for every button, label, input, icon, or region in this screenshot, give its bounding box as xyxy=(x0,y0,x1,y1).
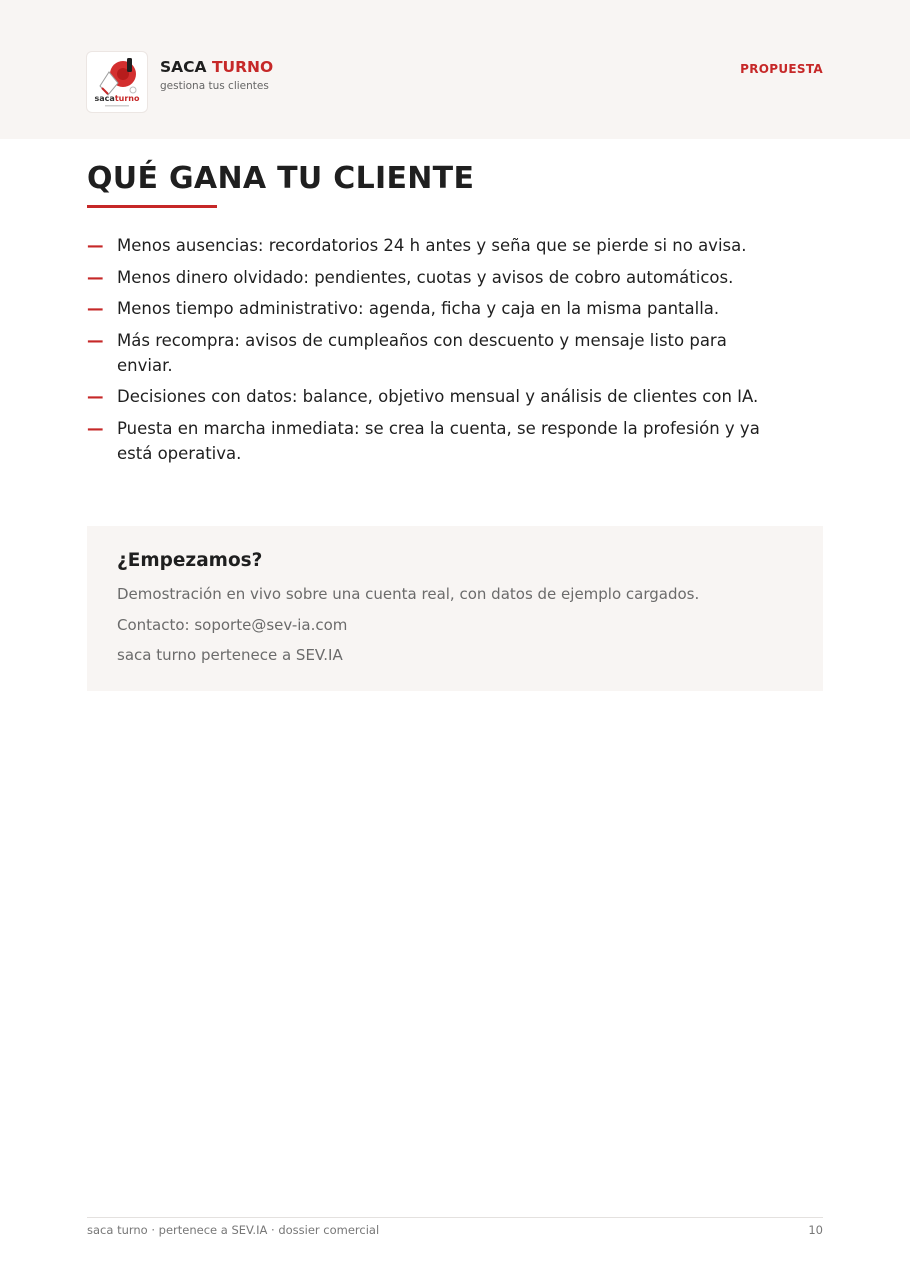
list-item-text: Puesta en marcha inmediata: se crea la cuenta, se responde la profesión y ya está operativa. xyxy=(117,418,760,463)
dash-bullet-icon: — xyxy=(87,330,104,350)
list-item xyxy=(87,328,787,378)
logo-graphic xyxy=(87,52,147,112)
list-item-text: Decisiones con datos: balance, objetivo mensual y análisis de clientes con IA. xyxy=(117,387,759,406)
footer-text: saca turno · pertenece a SEV.IA · dossier comercial xyxy=(87,1223,380,1237)
section-title: QUÉ GANA TU CLIENTE xyxy=(87,161,475,196)
cta-ownership-text: saca turno pertenece a SEV.IA xyxy=(117,646,343,664)
cta-contact-text: Contacto: soporte@sev-ia.com xyxy=(117,615,348,634)
brand-subtitle: gestiona tus clientes xyxy=(160,80,269,92)
list-item xyxy=(87,233,787,258)
benefits-list xyxy=(87,233,787,472)
brand-name xyxy=(160,58,273,76)
dash-bullet-icon: — xyxy=(87,299,104,318)
list-item-text: Menos dinero olvidado: pendientes, cuotas y avisos de cobro automáticos. xyxy=(117,267,734,287)
page-number: 10 xyxy=(808,1223,823,1237)
brand-name-main: SACA xyxy=(160,58,207,76)
cta-demo-text: Demostración en vivo sobre una cuenta real, con datos de ejemplo cargados. xyxy=(117,585,700,603)
list-item-text: Más recompra: avisos de cumpleaños con descuento y mensaje listo para enviar. xyxy=(117,330,727,375)
dash-bullet-icon: — xyxy=(87,418,104,438)
list-item-text: Menos ausencias: recordatorios 24 h antes y seña que se pierde si no avisa. xyxy=(117,236,747,255)
footer-divider xyxy=(87,1217,823,1218)
title-underline xyxy=(87,205,217,208)
list-item xyxy=(87,416,787,466)
dash-bullet-icon: — xyxy=(87,387,104,406)
dash-bullet-icon: — xyxy=(87,267,104,287)
header xyxy=(0,0,910,139)
list-item-text: Menos tiempo administrativo: agenda, ficha y caja en la misma pantalla. xyxy=(117,299,720,318)
list-item xyxy=(87,296,787,321)
cta-box xyxy=(87,526,823,691)
cta-heading: ¿Empezamos? xyxy=(117,550,263,571)
svg-text:sacaturno: sacaturno xyxy=(94,94,140,103)
dash-bullet-icon: — xyxy=(87,236,104,255)
list-item xyxy=(87,384,787,409)
saca-turno-logo xyxy=(86,51,148,113)
document-tag: PROPUESTA xyxy=(740,62,823,76)
brand-name-accent: TURNO xyxy=(211,58,274,76)
list-item xyxy=(87,265,787,290)
